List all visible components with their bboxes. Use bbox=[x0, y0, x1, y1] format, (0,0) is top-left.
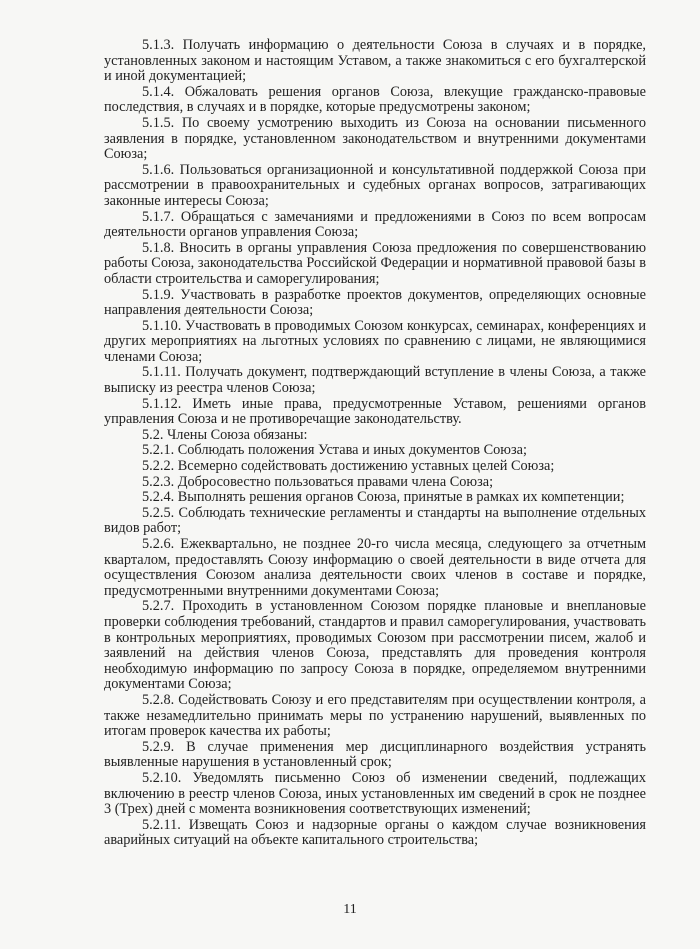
section-5-2-heading: 5.2. Члены Союза обязаны: bbox=[142, 426, 308, 443]
clause-5-1-10: 5.1.10. Участвовать в проводимых Союзом конкурсах, семинарах, конференциях и других мероприятиях на льготных условиях по сравнению с лицами, не являющимися членами Союза; bbox=[104, 317, 646, 365]
clause-5-2-1: 5.2.1. Соблюдать положения Устава и иных документов Союза; bbox=[142, 442, 527, 459]
clause-5-1-3: 5.1.3. Получать информацию о деятельности Союза в случаях и в порядке, установленных законом и настоящим Уставом, а также знакомиться с его бухгалтерской и иной документацией; bbox=[104, 37, 646, 85]
clause-5-2-9: 5.2.9. В случае применения мер дисциплинарного воздействия устранять выявленные нарушения в установленный срок; bbox=[104, 738, 646, 771]
clause-5-1-5: 5.1.5. По своему усмотрению выходить из Союза на основании письменного заявления в порядке, установленном законодательством и внутренними документами Союза; bbox=[104, 114, 646, 163]
clause-5-1-8: 5.1.8. Вносить в органы управления Союза предложения по совершенствованию работы Союза, законодательства Российской Федерации и нормативной правовой базы в области строительства и саморегулирования; bbox=[104, 239, 646, 287]
document-body bbox=[104, 38, 646, 849]
clause-5-1-6: 5.1.6. Пользоваться организационной и консультативной поддержкой Союза при рассмотрении в правоохранительных и судебных органах вопросов, затрагивающих законные интересы Союза; bbox=[104, 161, 646, 209]
clause-5-2-11: 5.2.11. Извещать Союз и надзорные органы о каждом случае возникновения аварийных ситуаций на объекте капитального строительства; bbox=[104, 816, 646, 849]
clause-5-2-10: 5.2.10. Уведомлять письменно Союз об изменении сведений, подлежащих включению в реестр членов Союза, иных установленных им сведений в срок не позднее 3 (Трех) дней с момента возникновения соответствующих изменений; bbox=[104, 769, 646, 818]
clause-5-1-9: 5.1.9. Участвовать в разработке проектов документов, определяющих основные направления деятельности Союза; bbox=[104, 286, 646, 319]
clause-5-2-8: 5.2.8. Содействовать Союзу и его представителям при осуществлении контроля, а также незамедлительно принимать меры по устранению нарушений, выявленных по итогам проверок качества их работы; bbox=[104, 691, 646, 740]
clause-5-1-12: 5.1.12. Иметь иные права, предусмотренные Уставом, решениями органов управления Союза и не противоречащие законодательству. bbox=[104, 395, 646, 428]
page-number: 11 bbox=[343, 902, 357, 917]
clause-5-2-6: 5.2.6. Ежеквартально, не позднее 20-го числа месяца, следующего за отчетным кварталом, предоставлять Союзу информацию о своей деятельности в виде отчета для осуществления Союзом анализа деятельности своих членов в составе и порядке, предусмотренными внутренними документами Союза; bbox=[104, 536, 646, 599]
clause-5-2-3: 5.2.3. Добросовестно пользоваться правами члена Союза; bbox=[142, 473, 494, 490]
clause-5-1-7: 5.1.7. Обращаться с замечаниями и предложениями в Союз по всем вопросам деятельности органов управления Союза; bbox=[104, 208, 646, 241]
clause-5-2-2: 5.2.2. Всемерно содействовать достижению уставных целей Союза; bbox=[142, 458, 555, 475]
clause-5-2-4: 5.2.4. Выполнять решения органов Союза, принятые в рамках их компетенции; bbox=[142, 489, 625, 506]
clause-5-1-11: 5.1.11. Получать документ, подтверждающий вступление в члены Союза, а также выписку из реестра членов Союза; bbox=[104, 364, 646, 397]
clause-5-2-7: 5.2.7. Проходить в установленном Союзом порядке плановые и внеплановые проверки соблюдения требований, стандартов и правил саморегулирования, участвовать в контрольных мероприятиях, проводимых Союзом при рассмотрении писем, жалоб и заявлений на действия членов Союза, представлять для проведения контроля необходимую информацию по запросу Союза в порядке, определяемом внутренними документами Союза; bbox=[104, 598, 646, 693]
clause-5-1-4: 5.1.4. Обжаловать решения органов Союза, влекущие гражданско-правовые последствия, в случаях и в порядке, которые предусмотрены законом; bbox=[104, 83, 646, 116]
clause-5-2-5: 5.2.5. Соблюдать технические регламенты и стандарты на выполнение отдельных видов работ; bbox=[104, 504, 646, 537]
